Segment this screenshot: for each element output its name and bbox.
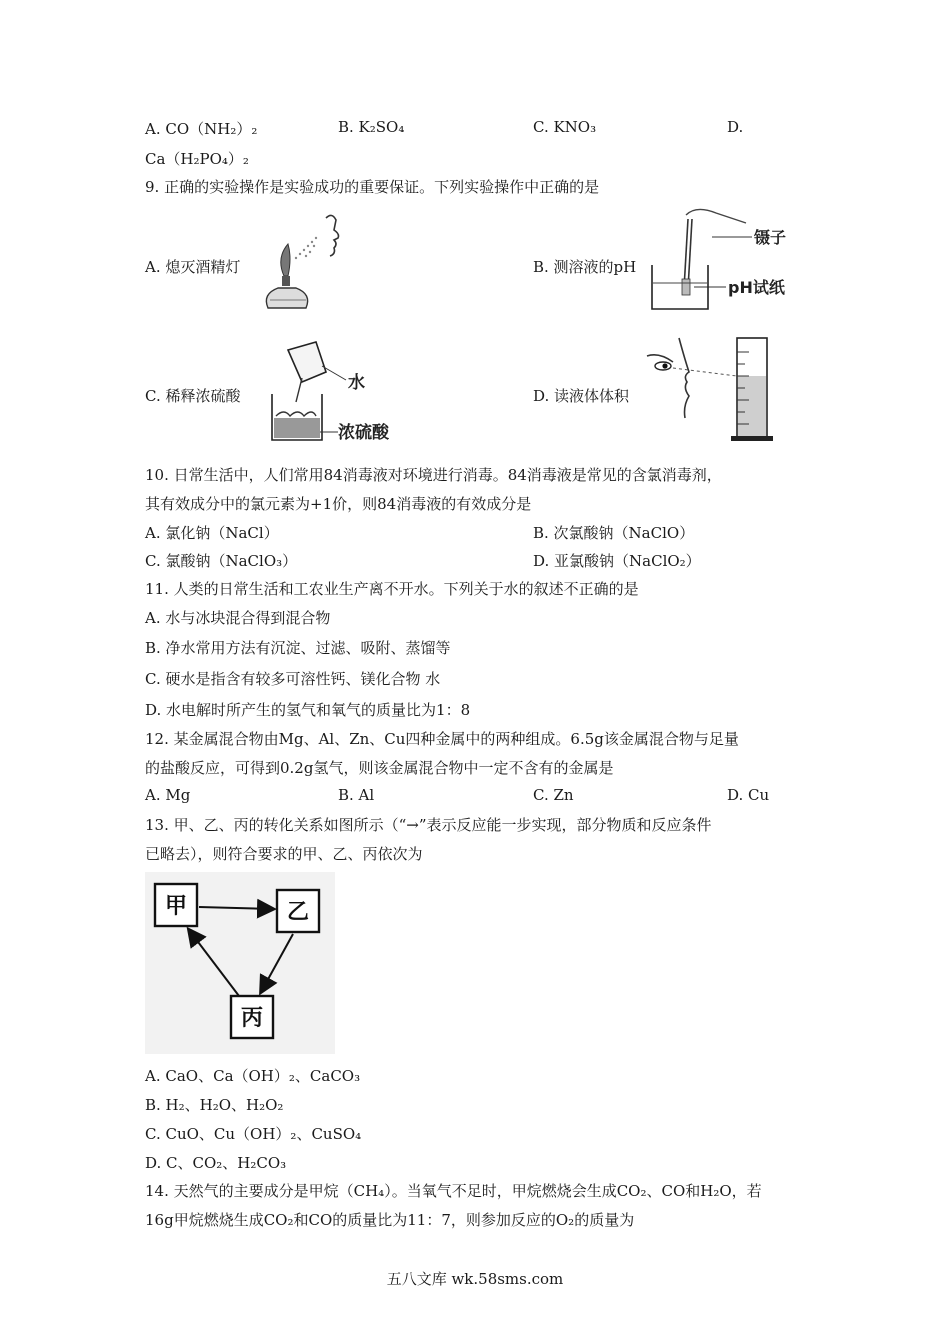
fig-b-ph-paper-label: pH试纸 xyxy=(728,278,785,297)
q9-stem: 9. 正确的实验操作是实验成功的重要保证。下列实验操作中正确的是 xyxy=(145,178,600,196)
q11-option-c: C. 硬水是指含有较多可溶性钙、镁化合物 水 xyxy=(145,670,441,688)
q9-option-c: C. 稀释浓硫酸 xyxy=(145,387,241,405)
q14-stem-line1: 14. 天然气的主要成分是甲烷（CH₄）。当氧气不足时，甲烷燃烧会生成CO₂、CO和H₂O，若 xyxy=(145,1182,762,1200)
q13-option-b: B. H₂、H₂O、H₂O₂ xyxy=(145,1096,284,1114)
q12-option-b: B. Al xyxy=(338,786,375,804)
page-footer: 五八文库 wk.58sms.com xyxy=(386,1270,564,1288)
q9-option-a: A. 熄灭酒精灯 xyxy=(145,258,241,276)
q12-option-c: C. Zn xyxy=(533,786,574,804)
q13-option-a: A. CaO、Ca（OH）₂、CaCO₃ xyxy=(145,1067,361,1085)
q13-stem-line1: 13. 甲、乙、丙的转化关系如图所示（“→”表示反应能一步实现，部分物质和反应条件 xyxy=(145,816,712,834)
node-jia-label: 甲 xyxy=(164,894,188,919)
q13-option-c: C. CuO、Cu（OH）₂、CuSO₄ xyxy=(145,1125,362,1143)
q10-option-c: C. 氯酸钠（NaClO₃） xyxy=(145,552,298,570)
figure-read-volume xyxy=(645,332,790,444)
q13-option-d: D. C、CO₂、H₂CO₃ xyxy=(145,1154,287,1172)
q8-option-c: C. KNO₃ xyxy=(533,118,597,136)
q8-option-d-letter: D. xyxy=(727,118,744,136)
node-bing-label: 丙 xyxy=(240,1006,264,1031)
fig-c-water-label: 水 xyxy=(348,373,365,393)
fig-c-acid-label: 浓硫酸 xyxy=(338,423,389,443)
q10-option-a: A. 氯化钠（NaCl） xyxy=(145,524,279,542)
q9-option-b: B. 测溶液的pH xyxy=(533,258,637,276)
q9-option-d: D. 读液体体积 xyxy=(533,387,630,405)
q11-option-a: A. 水与冰块混合得到混合物 xyxy=(145,609,331,627)
q11-option-d: D. 水电解时所产生的氢气和氧气的质量比为1：8 xyxy=(145,701,471,719)
q10-stem-line2: 其有效成分中的氯元素为+1价，则84消毒液的有效成分是 xyxy=(145,495,532,513)
figure-blow-out-lamp xyxy=(258,208,378,316)
q10-option-b: B. 次氯酸钠（NaClO） xyxy=(533,524,695,542)
q12-option-a: A. Mg xyxy=(145,786,191,804)
figure-dilute-acid xyxy=(262,336,412,448)
q12-stem-line2: 的盐酸反应，可得到0.2g氢气，则该金属混合物中一定不含有的金属是 xyxy=(145,759,614,777)
q11-stem: 11. 人类的日常生活和工农业生产离不开水。下列关于水的叙述不正确的是 xyxy=(145,580,639,598)
figure-measure-ph xyxy=(642,207,802,317)
q12-stem-line1: 12. 某金属混合物由Mg、Al、Zn、Cu四种金属中的两种组成。6.5g该金属混合物与足量 xyxy=(145,730,739,748)
q10-stem-line1: 10. 日常生活中，人们常用84消毒液对环境进行消毒。84消毒液是常见的含氯消毒剂， xyxy=(145,466,722,484)
fig-b-tweezers-label: 镊子 xyxy=(754,228,787,247)
q12-option-d: D. Cu xyxy=(727,786,770,804)
q8-option-b: B. K₂SO₄ xyxy=(338,118,405,136)
q10-option-d: D. 亚氯酸钠（NaClO₂） xyxy=(533,552,701,570)
q8-option-a: A. CO（NH₂）₂ xyxy=(145,120,258,138)
q11-option-b: B. 净水常用方法有沉淀、过滤、吸附、蒸馏等 xyxy=(145,639,451,657)
q8-option-d-value: Ca（H₂PO₄）₂ xyxy=(145,150,249,168)
q13-stem-line2: 已略去），则符合要求的甲、乙、丙依次为 xyxy=(145,845,423,863)
q14-stem-line2: 16g甲烷燃烧生成CO₂和CO的质量比为11：7，则参加反应的O₂的质量为 xyxy=(145,1211,635,1229)
node-yi-label: 乙 xyxy=(286,900,310,925)
figure-conversion-diagram xyxy=(145,872,335,1054)
